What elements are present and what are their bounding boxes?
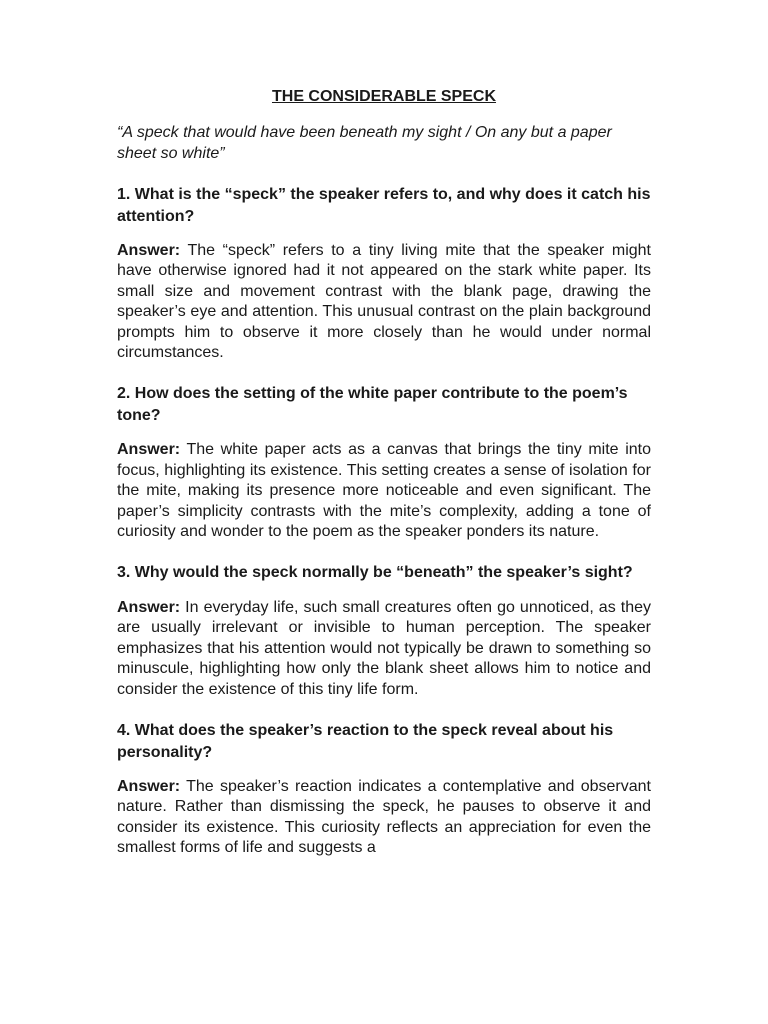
answer-3	[117, 598, 651, 700]
answer-4	[117, 777, 651, 859]
answer-label: Answer:	[117, 242, 181, 259]
question-3: 3. Why would the speck normally be “beneath” the speaker’s sight?	[117, 564, 633, 582]
answer-text: The speaker’s reaction indicates a contemplative and observant nature. Rather than dismissing the speck, he pauses to observe it and consider its existence. This curiosity reflects an appreciation for even the smallest forms of life and suggests a	[117, 778, 651, 857]
answer-text: The “speck” refers to a tiny living mite that the speaker might have otherwise ignored had it not appeared on the stark white paper. Its small size and movement contrast with the blank page, drawing the speaker’s eye and attention. This unusual contrast on the plain background prompts him to observe it more closely than he would under normal circumstances.	[117, 242, 651, 362]
question-2: 2. How does the setting of the white paper contribute to the poem’s tone?	[117, 385, 628, 424]
page-title: THE CONSIDERABLE SPECK	[271, 88, 497, 105]
question-1: 1. What is the “speck” the speaker refers to, and why does it catch his attention?	[117, 186, 651, 225]
answer-text: The white paper acts as a canvas that brings the tiny mite into focus, highlighting its existence. This setting creates a sense of isolation for the mite, making its presence more noticeable and even significant. The paper’s simplicity contrasts with the mite’s complexity, adding a tone of curiosity and wonder to the poem as the speaker ponders its nature.	[117, 441, 651, 541]
answer-label: Answer:	[117, 441, 181, 459]
question-4: 4. What does the speaker’s reaction to the speck reveal about his personality?	[117, 722, 614, 761]
epigraph-quote: “A speck that would have been beneath my sight / On any but a paper sheet so white”	[117, 124, 612, 162]
answer-2	[117, 440, 651, 542]
answer-label: Answer:	[117, 778, 181, 795]
answer-1	[117, 241, 651, 363]
answer-label: Answer:	[117, 598, 181, 616]
document-page	[117, 86, 651, 879]
answer-text: In everyday life, such small creatures often go unnoticed, as they are usually irrelevant or invisible to human perception. The speaker emphasizes that his attention would not typically be drawn to something so minuscule, highlighting how only the blank sheet allows him to notice and consider the existence of this tiny life form.	[117, 598, 651, 698]
